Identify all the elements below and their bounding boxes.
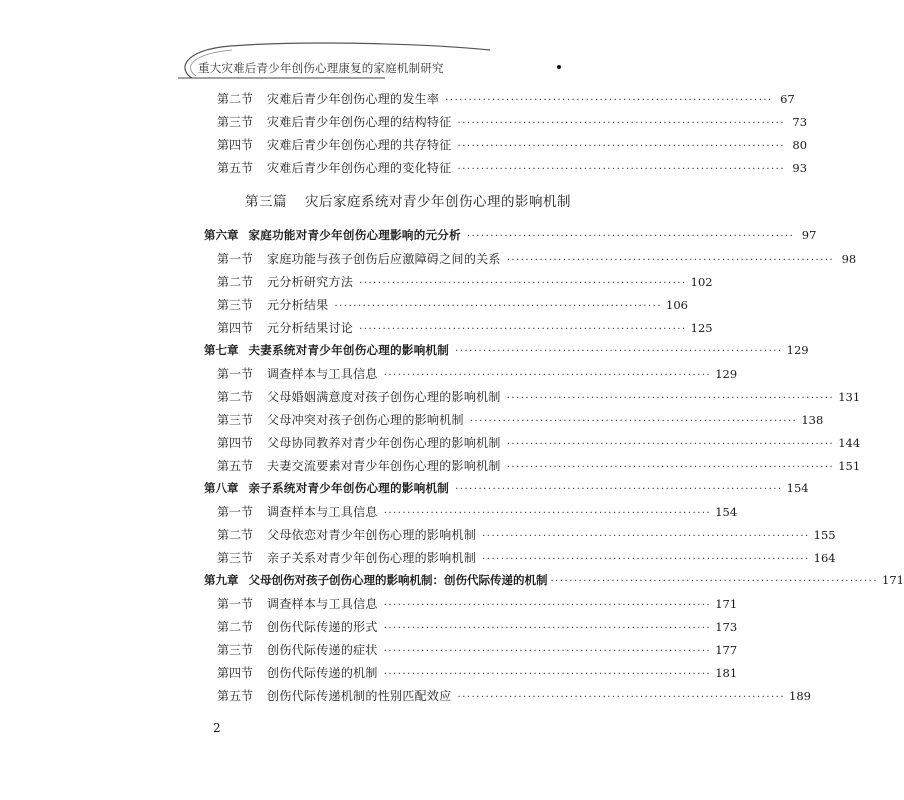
- toc-row[interactable]: [204, 618, 738, 638]
- toc-title: 灾难后青少年创伤心理的共存特征: [267, 138, 452, 152]
- toc-page: 93: [792, 161, 808, 175]
- leader-dots: ······································································: [383, 600, 712, 611]
- leader-dots: ······································································: [383, 508, 712, 519]
- toc-row[interactable]: [204, 434, 861, 454]
- part-label: 第三篇: [245, 194, 287, 210]
- header-title: 重大灾难后青少年创伤心理康复的家庭机制研究: [198, 61, 444, 75]
- toc-label: 第五节: [217, 161, 254, 175]
- toc-chapter-row[interactable]: [204, 342, 809, 362]
- toc-row[interactable]: [204, 503, 738, 523]
- toc-label: 第二节: [217, 528, 254, 542]
- toc-title: 调查样本与工具信息: [267, 367, 378, 381]
- toc-label: 第二节: [217, 92, 254, 106]
- toc-page: 98: [841, 252, 857, 266]
- toc-title: 夫妻交流要素对青少年创伤心理的影响机制: [267, 459, 501, 473]
- toc-page: 164: [813, 551, 836, 565]
- toc-row[interactable]: [204, 411, 824, 431]
- toc-label: 第一节: [217, 505, 254, 519]
- toc-page: 80: [792, 138, 808, 152]
- toc-page: 131: [838, 390, 861, 404]
- toc-row[interactable]: [204, 526, 836, 546]
- toc-page: 173: [715, 620, 738, 634]
- leader-dots: ······································································: [469, 416, 798, 427]
- toc-page: 97: [801, 228, 817, 242]
- toc-row[interactable]: [204, 365, 738, 385]
- part-heading[interactable]: [245, 190, 571, 210]
- toc-row[interactable]: [204, 90, 795, 110]
- toc-label: 第三节: [217, 115, 254, 129]
- toc-label: 第三节: [217, 298, 254, 312]
- toc-title: 创伤代际传递的机制: [267, 666, 378, 680]
- toc-label: 第九章: [204, 573, 239, 587]
- part-title: 灾后家庭系统对青少年创伤心理的影响机制: [305, 194, 571, 210]
- leader-dots: ······································································: [482, 554, 810, 565]
- toc-row[interactable]: [204, 113, 808, 133]
- leader-dots: ······································································: [506, 255, 835, 266]
- toc-page: 144: [838, 436, 861, 450]
- toc-page: 106: [666, 298, 688, 312]
- toc-row[interactable]: [204, 641, 738, 661]
- toc-page: 138: [801, 413, 824, 427]
- toc-row[interactable]: [204, 687, 811, 707]
- running-header: [170, 40, 640, 80]
- leader-dots: ······································································: [383, 646, 712, 657]
- toc-title: 灾难后青少年创伤心理的变化特征: [267, 161, 452, 175]
- toc-page: 189: [789, 689, 811, 703]
- leader-dots: ······································································: [455, 484, 783, 495]
- leader-dots: ······································································: [506, 439, 835, 450]
- leader-dots: ······································································: [359, 278, 687, 289]
- toc-label: 第四节: [217, 321, 254, 335]
- leader-dots: ······································································: [445, 95, 773, 106]
- toc-label: 第四节: [217, 666, 254, 680]
- toc-label: 第二节: [217, 390, 254, 404]
- toc-title: 创伤代际传递的症状: [267, 643, 378, 657]
- leader-dots: ······································································: [383, 370, 712, 381]
- leader-dots: ······································································: [482, 531, 810, 542]
- toc-page: 154: [786, 481, 809, 495]
- toc-title: 调查样本与工具信息: [267, 597, 378, 611]
- toc-label: 第四节: [217, 436, 254, 450]
- toc-label: 第四节: [217, 138, 254, 152]
- toc-page: 67: [780, 92, 795, 106]
- toc-title: 父母婚姻满意度对孩子创伤心理的影响机制: [267, 390, 501, 404]
- toc-title: 灾难后青少年创伤心理的结构特征: [267, 115, 452, 129]
- toc-row[interactable]: [204, 273, 713, 293]
- toc-title: 调查样本与工具信息: [267, 505, 378, 519]
- leader-dots: ······································································: [455, 346, 783, 357]
- toc-page: 154: [715, 505, 738, 519]
- toc-label: 第七章: [204, 343, 239, 357]
- toc-title: 父母冲突对孩子创伤心理的影响机制: [267, 413, 464, 427]
- leader-dots: ······································································: [466, 231, 795, 242]
- toc-row[interactable]: [204, 457, 861, 477]
- toc-row[interactable]: [204, 388, 861, 408]
- toc-page: 155: [813, 528, 836, 542]
- toc-page: 171: [715, 597, 738, 611]
- toc-title: 元分析研究方法: [267, 275, 354, 289]
- leader-dots: ······································································: [506, 462, 835, 473]
- toc-label: 第一节: [217, 367, 254, 381]
- leader-dots: ······································································: [383, 669, 712, 680]
- toc-page: 102: [690, 275, 713, 289]
- toc-row[interactable]: [204, 664, 738, 684]
- toc-title: 亲子关系对青少年创伤心理的影响机制: [267, 551, 477, 565]
- toc-label: 第五节: [217, 689, 254, 703]
- toc-title: 家庭功能与孩子创伤后应激障碍之间的关系: [267, 252, 501, 266]
- toc-label: 第一节: [217, 252, 254, 266]
- toc-page: 171: [882, 573, 904, 587]
- toc-label: 第八章: [204, 481, 239, 495]
- leader-dots: ······································································: [383, 623, 712, 634]
- toc-label: 第二节: [217, 275, 254, 289]
- toc-title: 灾难后青少年创伤心理的发生率: [267, 92, 440, 106]
- toc-row[interactable]: [204, 136, 808, 156]
- toc-row[interactable]: [204, 549, 836, 569]
- toc-page: 177: [715, 643, 738, 657]
- toc-title: 元分析结果: [267, 298, 329, 312]
- header-dot: [557, 65, 561, 69]
- toc-label: 第二节: [217, 620, 254, 634]
- leader-dots: ······································································: [457, 118, 786, 129]
- leader-dots: ······································································: [506, 393, 835, 404]
- toc-label: 第三节: [217, 551, 254, 565]
- toc-page: 129: [715, 367, 738, 381]
- toc-title: 父母协同教养对青少年创伤心理的影响机制: [267, 436, 501, 450]
- leader-dots: ······································································: [550, 576, 879, 587]
- toc-row[interactable]: [204, 159, 808, 179]
- toc-title: 夫妻系统对青少年创伤心理的影响机制: [248, 343, 450, 357]
- toc-row[interactable]: [204, 595, 738, 615]
- toc-page: 125: [690, 321, 713, 335]
- toc-chapter-row[interactable]: [204, 480, 809, 500]
- toc-page: 129: [786, 343, 809, 357]
- toc-chapter-row[interactable]: [204, 227, 817, 247]
- leader-dots: ······································································: [334, 301, 663, 312]
- toc-row[interactable]: [204, 250, 857, 270]
- toc-page: 151: [838, 459, 861, 473]
- toc-page: 73: [792, 115, 808, 129]
- toc-title: 元分析结果讨论: [267, 321, 354, 335]
- toc-row[interactable]: [204, 296, 688, 316]
- leader-dots: ······································································: [359, 324, 687, 335]
- page-number: 2: [213, 721, 221, 735]
- toc-title: 父母依恋对青少年创伤心理的影响机制: [267, 528, 477, 542]
- toc-page: 181: [715, 666, 738, 680]
- toc-label: 第三节: [217, 413, 254, 427]
- leader-dots: ······································································: [457, 141, 786, 152]
- toc-label: 第三节: [217, 643, 254, 657]
- toc-row[interactable]: [204, 319, 713, 339]
- toc-title: 创伤代际传递机制的性别匹配效应: [267, 689, 452, 703]
- toc-label: 第六章: [204, 228, 239, 242]
- toc-title: 父母创伤对孩子创伤心理的影响机制：创伤代际传递的机制: [248, 573, 548, 587]
- toc-label: 第一节: [217, 597, 254, 611]
- toc-title: 创伤代际传递的形式: [267, 620, 378, 634]
- toc-label: 第五节: [217, 459, 254, 473]
- toc-title: 亲子系统对青少年创伤心理的影响机制: [248, 481, 450, 495]
- leader-dots: ······································································: [457, 164, 786, 175]
- leader-dots: ······································································: [457, 692, 786, 703]
- toc-chapter-row[interactable]: [204, 572, 904, 592]
- toc-title: 家庭功能对青少年创伤心理影响的元分析: [248, 228, 461, 242]
